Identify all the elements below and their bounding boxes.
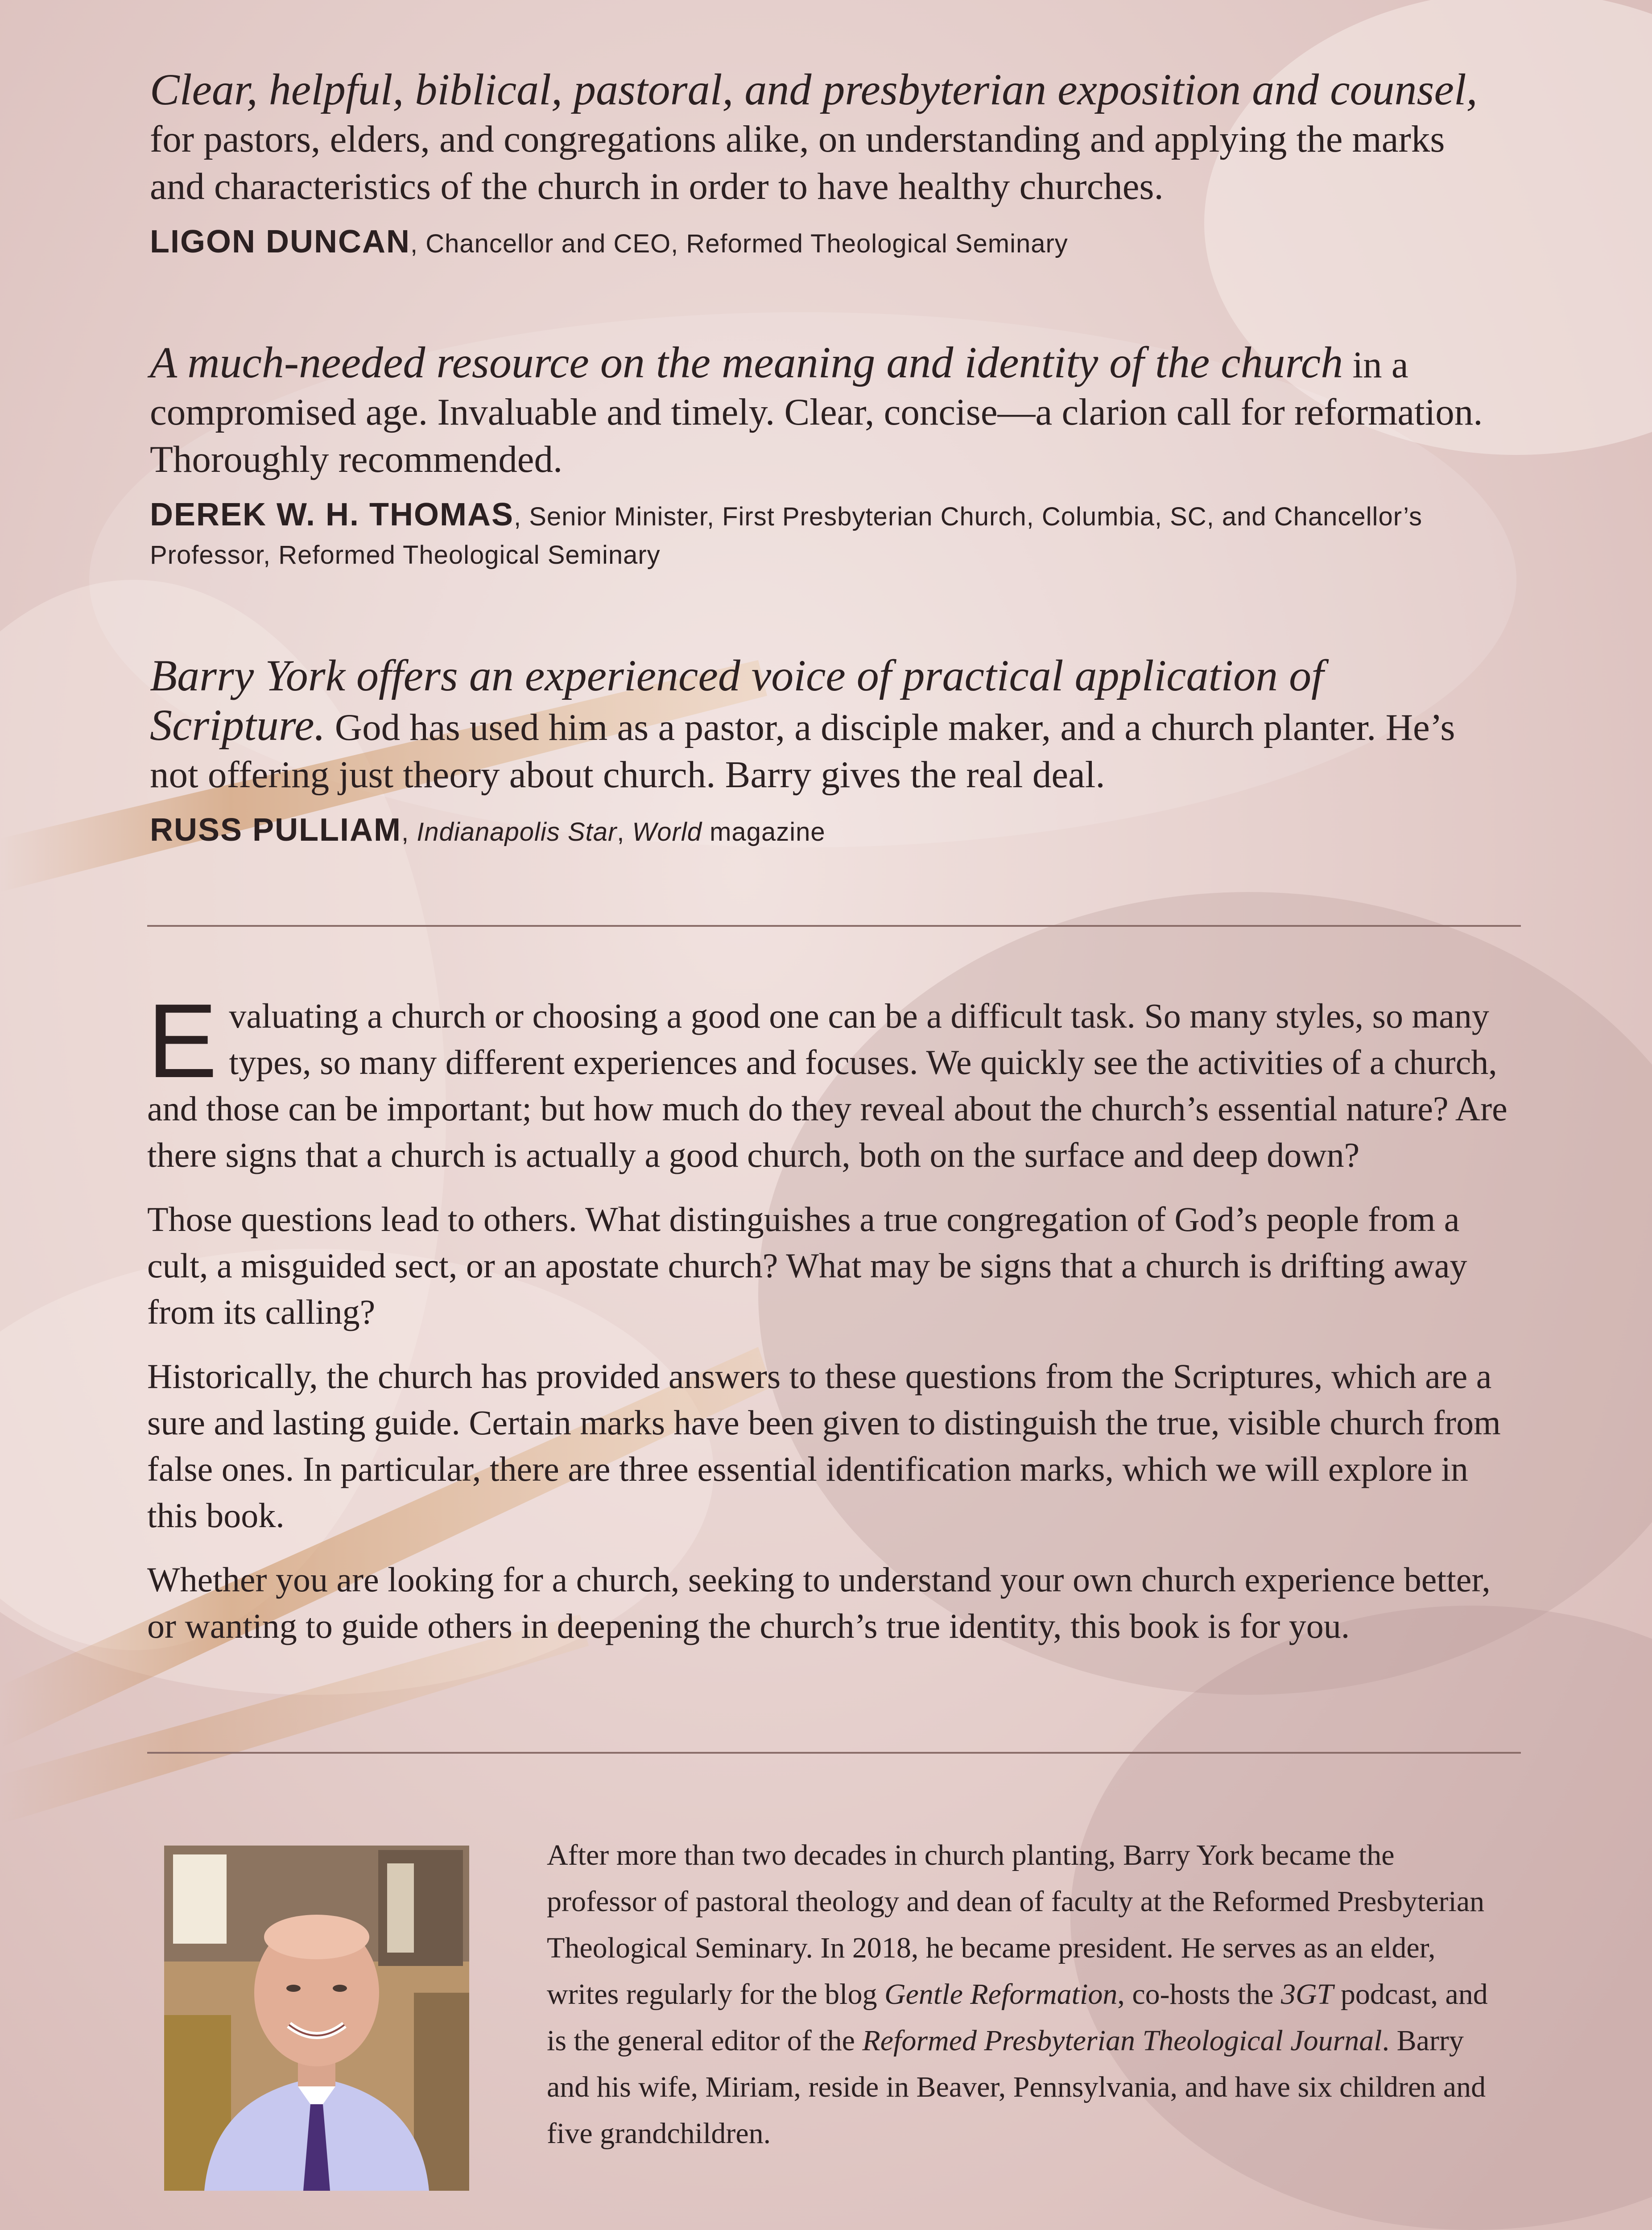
journal-title: Reformed Presbyterian Theological Journal — [862, 2024, 1382, 2057]
author-photo — [164, 1846, 469, 2191]
endorsement-attribution: RUSS PULLIAM, Indianapolis Star, World magazine — [150, 812, 826, 848]
endorsement-attribution — [150, 223, 1506, 263]
publication-name: World — [632, 818, 702, 847]
endorsement-body: in a compromised age. Invaluable and timely. Clear, concise—a clarion call for reformation. Thoroughly recommended. — [150, 344, 1483, 480]
endorsement-lead: Clear, helpful, biblical, pastoral, and presbyterian exposition and counsel, — [150, 65, 1478, 114]
endorsement-body: for pastors, elders, and congregations alike, on understanding and applying the marks and characteristics of the church in order to have healthy churches. — [150, 118, 1445, 207]
description-paragraph: Historically, the church has provided answers to these questions from the Scriptures, which are a sure and lasting guide. Certain marks have been given to distinguish the true, visible church from false ones. In particular, there are three essential identification marks, which we will explore in this book. — [147, 1357, 1501, 1535]
drop-cap: E — [147, 982, 218, 1100]
endorser-name: LIGON DUNCAN — [150, 224, 410, 260]
blog-title: Gentle Reformation — [884, 1978, 1118, 2011]
endorsement-lead: Barry York offers an experienced voice of practical application of Scripture. — [150, 651, 1324, 750]
description-paragraph: Whether you are looking for a church, seeking to understand your own church experience better, or wanting to guide others in deepening the church’s true identity, this book is for you. — [147, 1560, 1491, 1645]
endorsement-duncan — [150, 66, 1506, 263]
endorser-title: , Senior Minister, First Presbyterian Church, Columbia, SC, and Chancellor’s Professor, Reformed Theological Seminary — [150, 502, 1422, 570]
endorsement-thomas — [150, 339, 1506, 574]
author-bio: After more than two decades in church planting, Barry York became the professor of pastoral theology and dean of faculty at the Reformed Presbyterian Theological Seminary. In 2018, he became president. He serves as an elder, writes regularly for the blog Gentle Reformation, co-hosts the 3GT podcast, and is the general editor of the Reformed Presbyterian Theological Journal. Barry and his wife, Miriam, reside in Beaver, Pennsylvania, and have six children and five grandchildren. — [547, 1839, 1488, 2150]
book-description — [147, 982, 1516, 1667]
endorser-title: , Chancellor and CEO, Reformed Theological Seminary — [410, 229, 1068, 258]
description-paragraph: Those questions lead to others. What distinguishes a true congregation of God’s people from a cult, a misguided sect, or an apostate church? What may be signs that a church is drifting away from its calling? — [147, 1200, 1467, 1331]
endorser-name: RUSS PULLIAM — [150, 812, 401, 848]
endorsement-lead: A much-needed resource on the meaning and identity of the church — [150, 338, 1343, 387]
publication-name: Indianapolis Star — [417, 818, 617, 847]
divider-rule — [147, 1752, 1521, 1754]
endorser-name: DEREK W. H. THOMAS — [150, 497, 514, 533]
endorsement-body: God has used him as a pastor, a disciple maker, and a church planter. He’s not offering just theory about church. Barry gives the real deal. — [150, 706, 1455, 796]
description-paragraph: Evaluating a church or choosing a good one can be a difficult task. So many styles, so many types, so many different experiences and focuses. We quickly see the activities of a church, and those can be important; but how much do they reveal about the church’s essential nature? Are there signs that a church is actually a good church, both on the surface and deep down? — [147, 982, 1507, 1174]
divider-rule — [147, 925, 1521, 927]
podcast-title: 3GT — [1280, 1978, 1334, 2011]
endorsement-attribution — [150, 496, 1506, 574]
endorsement-pulliam — [150, 652, 1506, 851]
